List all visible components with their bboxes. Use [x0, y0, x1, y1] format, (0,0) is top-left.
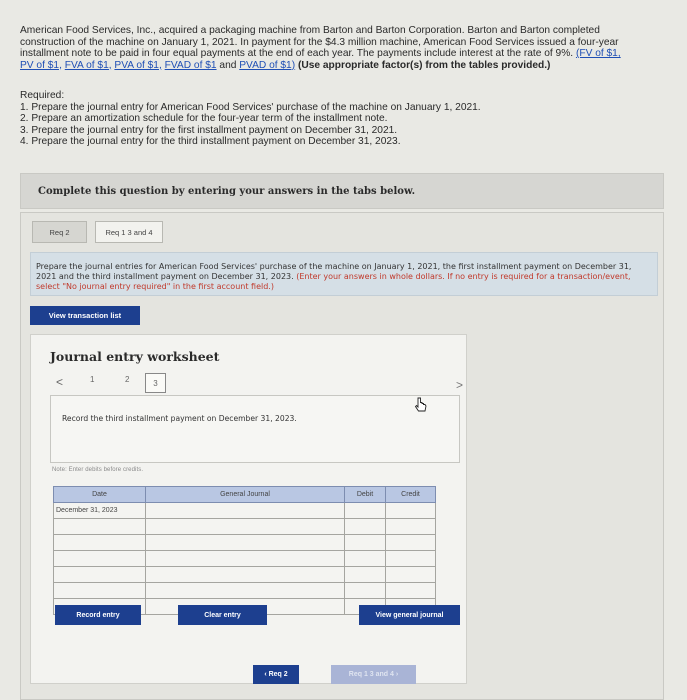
task-box: [50, 395, 460, 463]
task-text: Record the third installment payment on December 31, 2023.: [62, 414, 297, 423]
tab-req-2[interactable]: Req 2: [32, 221, 87, 243]
date-cell[interactable]: [54, 519, 146, 535]
link-pva[interactable]: PVA of $1,: [114, 59, 162, 71]
clear-entry-button[interactable]: Clear entry: [178, 605, 267, 625]
debit-cell[interactable]: [345, 551, 386, 567]
credit-cell[interactable]: [386, 551, 436, 567]
date-cell[interactable]: [54, 583, 146, 599]
problem-line-4: PV of $1, FVA of $1, PVA of $1, FVAD of $1 and PVAD of $1) (Use appropriate factor(s) from the tables provided.): [20, 59, 551, 71]
header-general-journal: General Journal: [146, 487, 345, 503]
use-factors-note: (Use appropriate factor(s) from the tables provided.): [297, 59, 551, 71]
header-date: Date: [54, 487, 146, 503]
date-cell[interactable]: December 31, 2023: [54, 503, 146, 519]
credit-cell[interactable]: [386, 535, 436, 551]
record-entry-button[interactable]: Record entry: [55, 605, 141, 625]
prev-page-arrow[interactable]: <: [56, 375, 64, 389]
required-item-1: 1. Prepare the journal entry for American Food Services' purchase of the machine on January 1, 2021.: [20, 101, 481, 113]
debit-cell[interactable]: [345, 567, 386, 583]
next-page-arrow[interactable]: >: [456, 378, 464, 392]
view-general-journal-button[interactable]: View general journal: [359, 605, 460, 625]
tab-req-1-3-4[interactable]: Req 1 3 and 4: [95, 221, 163, 243]
journal-entry-table: [53, 486, 436, 615]
problem-line-2: construction of the machine on January 1, 2021. In payment for the $4.3 million machine, American Food Services issued a four-year: [20, 36, 619, 48]
instruction-box: [30, 252, 658, 296]
page-1[interactable]: 1: [90, 375, 95, 384]
link-pvad[interactable]: PVAD of $1): [239, 59, 296, 71]
page-3-current[interactable]: 3: [145, 373, 166, 393]
table-row: [54, 567, 436, 583]
date-cell[interactable]: [54, 551, 146, 567]
instruction-warning: (Enter your answers in whole dollars. If no entry is required for a transaction/event, select "No journal entry required" in the first account field.): [36, 271, 631, 291]
account-cell[interactable]: [146, 503, 345, 519]
credit-cell[interactable]: [386, 503, 436, 519]
credit-cell[interactable]: [386, 567, 436, 583]
debits-before-credits-note: Note: Enter debits before credits.: [52, 467, 144, 473]
account-cell[interactable]: [146, 567, 345, 583]
required-list: [20, 90, 481, 148]
chevron-right-icon: ›: [393, 671, 399, 678]
account-cell[interactable]: [146, 583, 345, 599]
debit-cell[interactable]: [345, 519, 386, 535]
problem-line-1: American Food Services, Inc., acquired a packaging machine from Barton and Barton Corporation. Barton and Barton completed: [20, 25, 600, 36]
link-pv[interactable]: PV of $1,: [20, 59, 62, 71]
date-cell[interactable]: [54, 567, 146, 583]
prev-req-button[interactable]: ‹ Req 2: [253, 665, 299, 684]
credit-cell[interactable]: [386, 583, 436, 599]
link-fvad[interactable]: FVAD of $1: [164, 59, 217, 71]
problem-line-3: installment note to be paid in four equal payments at the end of each year. The payments include interest at the rate of 9%. (FV of $1,: [20, 48, 621, 59]
debit-cell[interactable]: [345, 503, 386, 519]
debit-cell[interactable]: [345, 583, 386, 599]
header-debit: Debit: [345, 487, 386, 503]
link-fva[interactable]: FVA of $1,: [64, 59, 112, 71]
table-row: [54, 535, 436, 551]
date-cell[interactable]: [54, 535, 146, 551]
instruction-text: Prepare the journal entries for American Food Services' purchase of the machine on January 1, 2021, the first installment payment on December 31, 2021 and the third installment payment on December 31, 2023.: [36, 262, 632, 281]
account-cell[interactable]: [146, 535, 345, 551]
problem-statement: [20, 25, 680, 71]
mouse-cursor-icon: [414, 397, 428, 413]
page-2[interactable]: 2: [125, 375, 130, 384]
table-row: [54, 519, 436, 535]
worksheet-title: Journal entry worksheet: [50, 349, 220, 364]
table-row: [54, 551, 436, 567]
table-row: [54, 503, 436, 519]
instructions-banner: Complete this question by entering your answers in the tabs below.: [20, 173, 664, 209]
next-req-button[interactable]: Req 1 3 and 4 ›: [331, 665, 416, 684]
credit-cell[interactable]: [386, 519, 436, 535]
required-heading: Required:: [20, 90, 65, 101]
header-credit: Credit: [386, 487, 436, 503]
required-item-4: 4. Prepare the journal entry for the third installment payment on December 31, 2023.: [20, 136, 401, 147]
account-cell[interactable]: [146, 551, 345, 567]
view-transaction-list-button[interactable]: View transaction list: [30, 306, 140, 325]
table-row: [54, 583, 436, 599]
account-cell[interactable]: [146, 519, 345, 535]
debit-cell[interactable]: [345, 535, 386, 551]
chevron-left-icon: ‹: [264, 671, 269, 678]
required-item-2: 2. Prepare an amortization schedule for the four-year term of the installment note.: [20, 113, 388, 124]
link-fv[interactable]: (FV of $1,: [575, 48, 621, 59]
required-item-3: 3. Prepare the journal entry for the first installment payment on December 31, 2021.: [20, 124, 398, 136]
